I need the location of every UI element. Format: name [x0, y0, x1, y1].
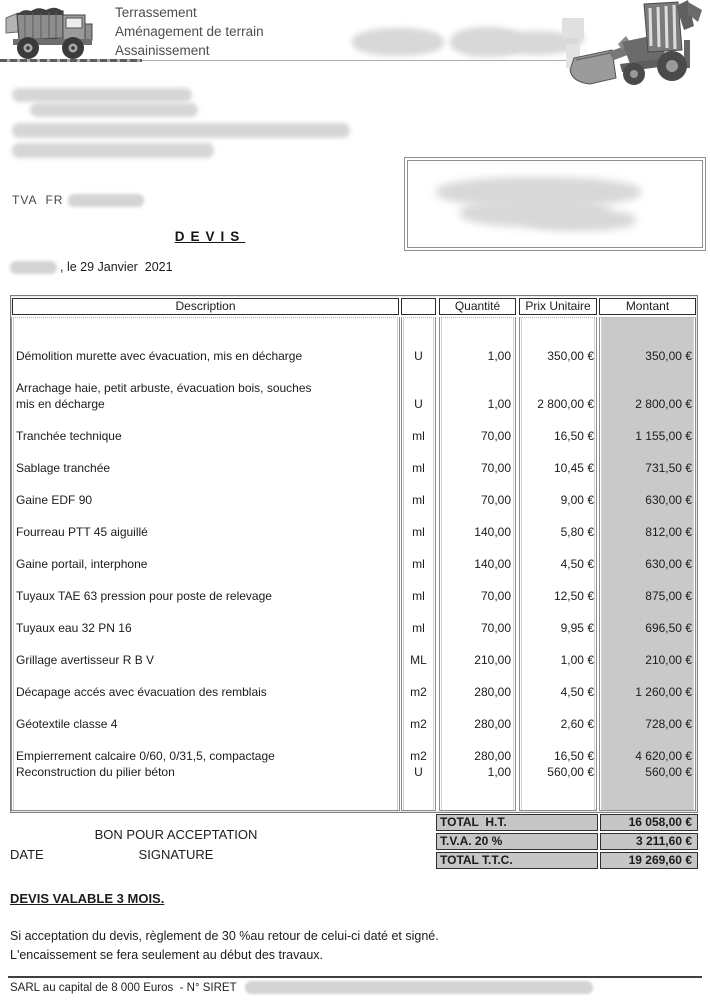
item-unit-price: 4,50 €	[560, 557, 594, 571]
item-quantity: 280,00	[474, 717, 511, 731]
table-row	[11, 764, 697, 780]
footer-text: SARL au capital de 8 000 Euros - N° SIRET	[10, 981, 237, 994]
date-text: , le 29 Janvier 2021	[60, 260, 173, 274]
payment-terms	[10, 927, 439, 964]
item-unit: ml	[412, 429, 425, 443]
item-description: Empierrement calcaire 0/60, 0/31,5, compactage	[16, 749, 275, 763]
item-unit-price: 12,50 €	[553, 589, 594, 603]
item-quantity: 70,00	[480, 429, 511, 443]
redacted-line	[12, 143, 214, 158]
table-body	[11, 317, 697, 811]
item-amount: 731,50 €	[645, 461, 692, 475]
item-description-line2: mis en décharge	[16, 397, 105, 411]
date-label: DATE	[10, 847, 44, 862]
item-unit-price: 16,50 €	[553, 749, 594, 763]
item-amount: 1 155,00 €	[635, 429, 692, 443]
item-description: Tranchée technique	[16, 429, 122, 443]
item-quantity: 70,00	[480, 589, 511, 603]
signature-label: SIGNATURE	[138, 847, 214, 862]
footer-divider	[8, 976, 702, 978]
siret-redacted	[245, 981, 593, 994]
table-row	[11, 380, 697, 412]
item-unit: ML	[410, 653, 427, 667]
item-description-line1: Arrachage haie, petit arbuste, évacuation bois, souches	[16, 381, 312, 395]
item-quantity: 70,00	[480, 493, 511, 507]
item-quantity: 1,00	[487, 765, 511, 779]
item-unit-price: 2,60 €	[560, 717, 594, 731]
unit-column-header	[401, 298, 436, 315]
item-unit-price: 2 800,00 €	[537, 397, 594, 411]
item-amount: 4 620,00 €	[635, 749, 692, 763]
header-smudge-1	[352, 28, 444, 56]
backhoe-image	[560, 0, 708, 92]
table-row	[11, 620, 697, 636]
item-description: Tuyaux TAE 63 pression pour poste de relevage	[16, 589, 272, 603]
city-redacted	[10, 261, 57, 274]
item-quantity: 280,00	[474, 685, 511, 699]
item-quantity: 70,00	[480, 621, 511, 635]
item-description: Géotextile classe 4	[16, 717, 118, 731]
table-row	[11, 588, 697, 604]
dump-truck-image	[4, 2, 106, 60]
item-unit: ml	[412, 557, 425, 571]
item-unit: ml	[412, 621, 425, 635]
items-table	[10, 295, 698, 813]
table-row	[11, 684, 697, 700]
table-row	[11, 348, 697, 364]
item-unit: m2	[410, 749, 427, 763]
item-unit-price: 4,50 €	[560, 685, 594, 699]
document-title: DEVIS	[174, 229, 246, 244]
item-quantity: 1,00	[487, 349, 511, 363]
item-unit-price: 350,00 €	[547, 349, 594, 363]
item-amount: 812,00 €	[645, 525, 692, 539]
recipient-address-box	[404, 157, 706, 251]
table-row	[11, 524, 697, 540]
item-quantity: 1,00	[487, 397, 511, 411]
item-unit-price: 1,00 €	[560, 653, 594, 667]
item-unit: ml	[412, 589, 425, 603]
item-amount: 728,00 €	[645, 717, 692, 731]
table-row	[11, 460, 697, 476]
table-row	[11, 748, 697, 764]
table-row	[11, 652, 697, 668]
item-amount: 1 260,00 €	[635, 685, 692, 699]
table-row	[11, 716, 697, 732]
item-unit-price: 560,00 €	[547, 765, 594, 779]
item-description: Fourreau PTT 45 aiguillé	[16, 525, 148, 539]
total-ttc-value: 19 269,60 €	[600, 852, 698, 869]
acceptance-text: BON POUR ACCEPTATION	[94, 827, 258, 842]
recipient-redacted	[526, 209, 636, 231]
quantity-column-header: Quantité	[439, 298, 516, 315]
item-amount: 630,00 €	[645, 493, 692, 507]
item-unit: ml	[412, 525, 425, 539]
item-amount: 350,00 €	[645, 349, 692, 363]
item-unit-price: 9,00 €	[560, 493, 594, 507]
item-description	[16, 380, 312, 412]
item-quantity: 70,00	[480, 461, 511, 475]
item-description: Sablage tranchée	[16, 461, 111, 475]
tva-number-line	[12, 193, 144, 207]
item-amount: 696,50 €	[645, 621, 692, 635]
unit-price-column-header: Prix Unitaire	[519, 298, 597, 315]
item-amount: 210,00 €	[645, 653, 692, 667]
item-description: Grillage avertisseur R B V	[16, 653, 155, 667]
item-unit: m2	[410, 685, 427, 699]
validity-note: DEVIS VALABLE 3 MOIS.	[10, 891, 165, 906]
item-unit: U	[414, 349, 423, 363]
item-amount: 560,00 €	[645, 765, 692, 779]
item-quantity: 140,00	[474, 525, 511, 539]
item-description: Démolition murette avec évacuation, mis en décharge	[16, 349, 303, 363]
table-row	[11, 492, 697, 508]
item-description: Gaine portail, interphone	[16, 557, 148, 571]
footer	[10, 981, 593, 994]
item-amount: 630,00 €	[645, 557, 692, 571]
item-amount: 2 800,00 €	[635, 397, 692, 411]
table-row	[11, 428, 697, 444]
acceptance-block	[10, 827, 342, 862]
item-unit-price: 5,80 €	[560, 525, 594, 539]
item-amount: 875,00 €	[645, 589, 692, 603]
company-services	[115, 3, 264, 60]
terms-line-2: L'encaissement se fera seulement au début des travaux.	[10, 947, 323, 962]
redacted-line	[12, 88, 192, 102]
table-rows	[11, 317, 697, 811]
item-description: Tuyaux eau 32 PN 16	[16, 621, 132, 635]
item-unit: m2	[410, 717, 427, 731]
service-line-2: Aménagement de terrain	[115, 24, 264, 39]
item-unit: ml	[412, 461, 425, 475]
description-column-header: Description	[12, 298, 399, 315]
item-unit: U	[414, 765, 423, 779]
tva-label: TVA FR	[12, 193, 64, 207]
service-line-3: Assainissement	[115, 43, 210, 58]
tva-amount-label: T.V.A. 20 %	[436, 833, 598, 850]
total-ttc-label: TOTAL T.T.C.	[436, 852, 598, 869]
item-unit-price: 9,95 €	[560, 621, 594, 635]
item-unit-price: 16,50 €	[553, 429, 594, 443]
tva-amount-value: 3 211,60 €	[600, 833, 698, 850]
date-line	[10, 260, 173, 274]
total-ht-label: TOTAL H.T.	[436, 814, 598, 831]
item-description: Décapage accés avec évacuation des remblais	[16, 685, 267, 699]
terms-line-1: Si acceptation du devis, règlement de 30 %au retour de celui-ci daté et signé.	[10, 929, 439, 943]
amount-column-header: Montant	[599, 298, 696, 315]
redacted-line	[30, 103, 198, 117]
redacted-line	[12, 123, 350, 138]
total-ht-value: 16 058,00 €	[600, 814, 698, 831]
item-unit: ml	[412, 493, 425, 507]
header-divider-dark-segment	[0, 59, 142, 62]
service-line-1: Terrassement	[115, 5, 197, 20]
item-quantity: 280,00	[474, 749, 511, 763]
item-quantity: 210,00	[474, 653, 511, 667]
item-unit-price: 10,45 €	[553, 461, 594, 475]
item-unit: U	[414, 397, 423, 411]
item-description: Reconstruction du pilier béton	[16, 765, 175, 779]
table-row	[11, 556, 697, 572]
document-title-wrap	[0, 228, 420, 246]
tva-number-redacted	[68, 194, 144, 207]
item-quantity: 140,00	[474, 557, 511, 571]
item-description: Gaine EDF 90	[16, 493, 93, 507]
